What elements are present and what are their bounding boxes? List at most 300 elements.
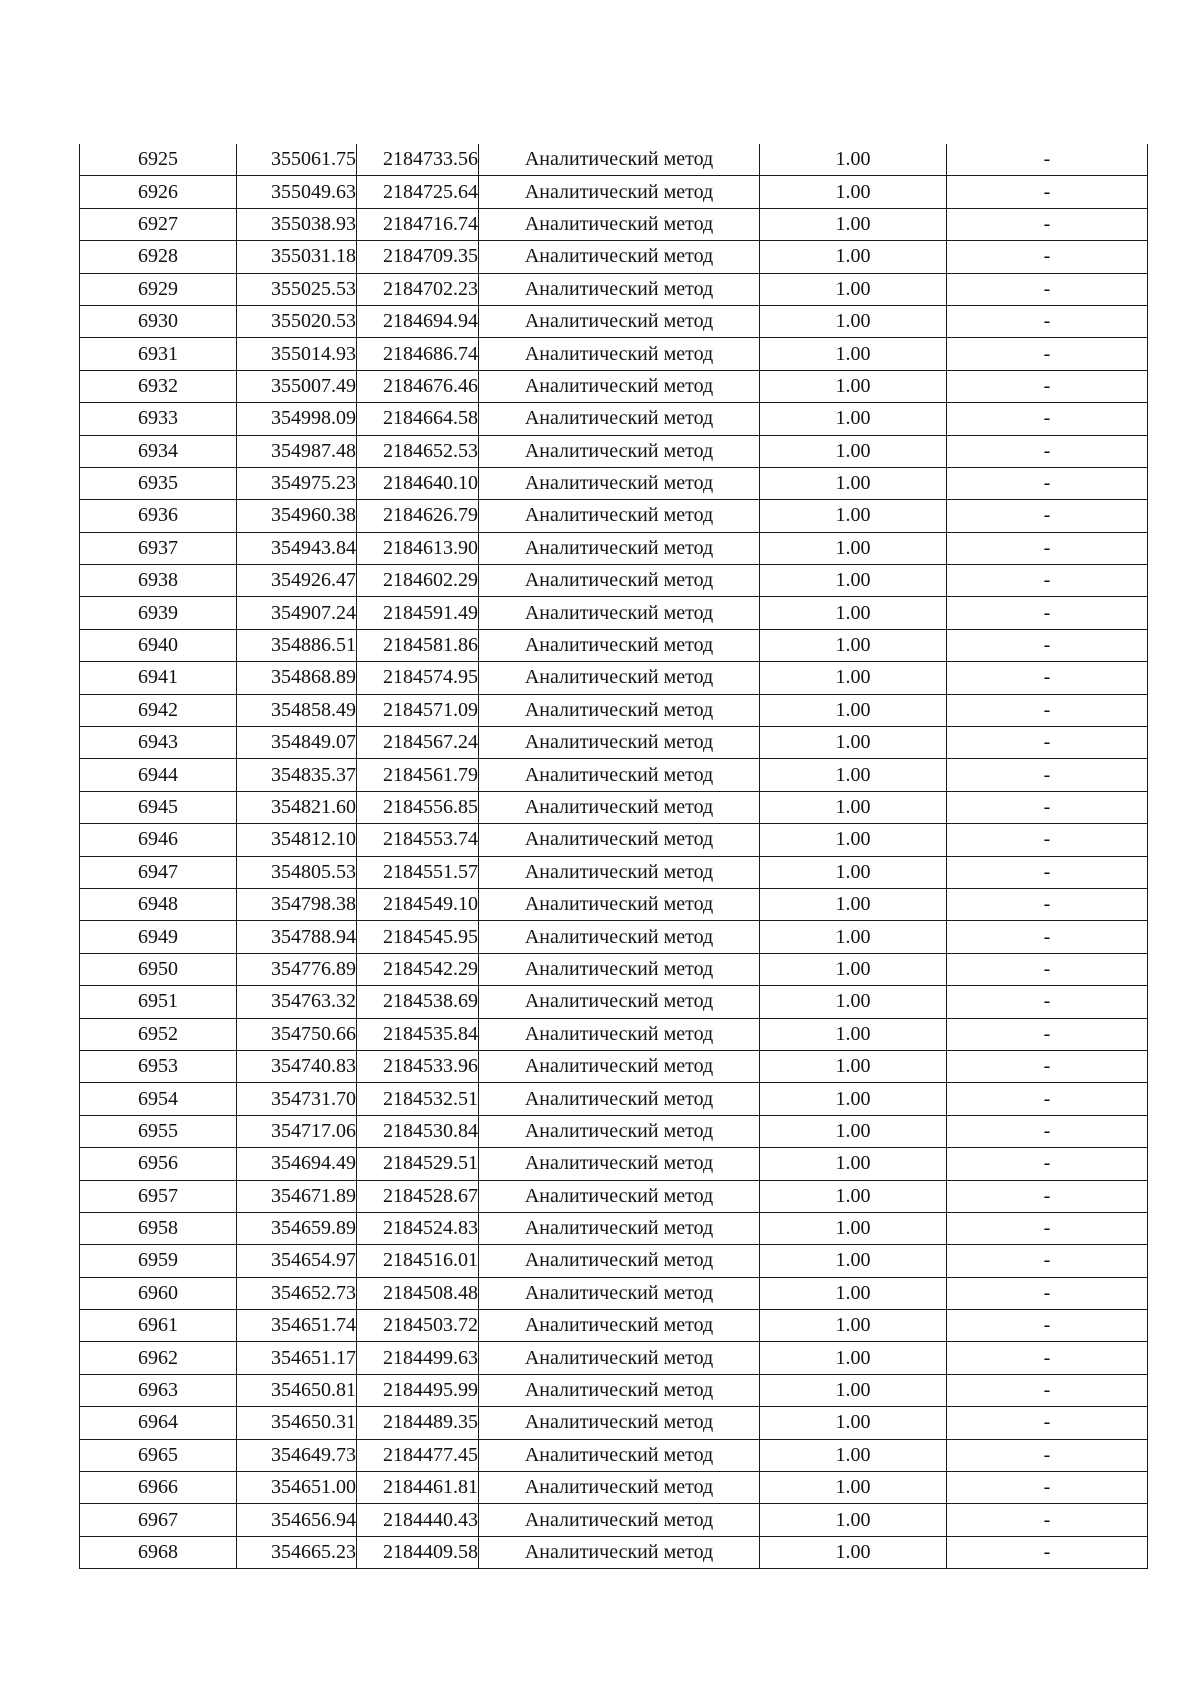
x-coordinate-cell: 354740.83 xyxy=(237,1050,357,1082)
table-row xyxy=(80,467,1148,499)
point-number-cell: 6945 xyxy=(80,791,237,823)
y-coordinate-cell: 2184640.10 xyxy=(357,467,479,499)
x-coordinate-cell: 354998.09 xyxy=(237,403,357,435)
table-row xyxy=(80,1050,1148,1082)
point-number-cell: 6948 xyxy=(80,888,237,920)
x-coordinate-cell: 354805.53 xyxy=(237,856,357,888)
y-coordinate-cell: 2184686.74 xyxy=(357,338,479,370)
precision-cell: 1.00 xyxy=(760,435,947,467)
method-cell: Аналитический метод xyxy=(479,1212,760,1244)
x-coordinate-cell: 354649.73 xyxy=(237,1439,357,1471)
point-number-cell: 6947 xyxy=(80,856,237,888)
note-cell: - xyxy=(947,176,1148,208)
table-row xyxy=(80,597,1148,629)
x-coordinate-cell: 354731.70 xyxy=(237,1083,357,1115)
x-coordinate-cell: 354776.89 xyxy=(237,953,357,985)
point-number-cell: 6925 xyxy=(80,144,237,176)
note-cell: - xyxy=(947,241,1148,273)
method-cell: Аналитический метод xyxy=(479,435,760,467)
table-row xyxy=(80,1472,1148,1504)
x-coordinate-cell: 354943.84 xyxy=(237,532,357,564)
table-row xyxy=(80,1536,1148,1568)
y-coordinate-cell: 2184561.79 xyxy=(357,759,479,791)
table-row xyxy=(80,370,1148,402)
point-number-cell: 6943 xyxy=(80,727,237,759)
y-coordinate-cell: 2184532.51 xyxy=(357,1083,479,1115)
point-number-cell: 6961 xyxy=(80,1310,237,1342)
note-cell: - xyxy=(947,856,1148,888)
note-cell: - xyxy=(947,921,1148,953)
y-coordinate-cell: 2184495.99 xyxy=(357,1374,479,1406)
y-coordinate-cell: 2184508.48 xyxy=(357,1277,479,1309)
method-cell: Аналитический метод xyxy=(479,305,760,337)
y-coordinate-cell: 2184461.81 xyxy=(357,1472,479,1504)
y-coordinate-cell: 2184676.46 xyxy=(357,370,479,402)
note-cell: - xyxy=(947,370,1148,402)
precision-cell: 1.00 xyxy=(760,953,947,985)
note-cell: - xyxy=(947,791,1148,823)
precision-cell: 1.00 xyxy=(760,1407,947,1439)
point-number-cell: 6930 xyxy=(80,305,237,337)
note-cell: - xyxy=(947,1018,1148,1050)
table-row xyxy=(80,1439,1148,1471)
table-row xyxy=(80,1115,1148,1147)
table-row xyxy=(80,305,1148,337)
y-coordinate-cell: 2184694.94 xyxy=(357,305,479,337)
point-number-cell: 6946 xyxy=(80,824,237,856)
y-coordinate-cell: 2184499.63 xyxy=(357,1342,479,1374)
y-coordinate-cell: 2184725.64 xyxy=(357,176,479,208)
method-cell: Аналитический метод xyxy=(479,208,760,240)
x-coordinate-cell: 354960.38 xyxy=(237,500,357,532)
point-number-cell: 6928 xyxy=(80,241,237,273)
x-coordinate-cell: 355031.18 xyxy=(237,241,357,273)
precision-cell: 1.00 xyxy=(760,791,947,823)
method-cell: Аналитический метод xyxy=(479,1407,760,1439)
precision-cell: 1.00 xyxy=(760,1018,947,1050)
method-cell: Аналитический метод xyxy=(479,1374,760,1406)
note-cell: - xyxy=(947,1439,1148,1471)
x-coordinate-cell: 354821.60 xyxy=(237,791,357,823)
note-cell: - xyxy=(947,1472,1148,1504)
table-row xyxy=(80,888,1148,920)
point-number-cell: 6938 xyxy=(80,565,237,597)
precision-cell: 1.00 xyxy=(760,629,947,661)
method-cell: Аналитический метод xyxy=(479,953,760,985)
method-cell: Аналитический метод xyxy=(479,1245,760,1277)
note-cell: - xyxy=(947,1148,1148,1180)
point-number-cell: 6929 xyxy=(80,273,237,305)
point-number-cell: 6937 xyxy=(80,532,237,564)
method-cell: Аналитический метод xyxy=(479,1536,760,1568)
note-cell: - xyxy=(947,694,1148,726)
precision-cell: 1.00 xyxy=(760,1115,947,1147)
method-cell: Аналитический метод xyxy=(479,176,760,208)
precision-cell: 1.00 xyxy=(760,532,947,564)
y-coordinate-cell: 2184533.96 xyxy=(357,1050,479,1082)
note-cell: - xyxy=(947,144,1148,176)
note-cell: - xyxy=(947,1245,1148,1277)
precision-cell: 1.00 xyxy=(760,597,947,629)
method-cell: Аналитический метод xyxy=(479,759,760,791)
point-number-cell: 6966 xyxy=(80,1472,237,1504)
table-row xyxy=(80,856,1148,888)
y-coordinate-cell: 2184591.49 xyxy=(357,597,479,629)
note-cell: - xyxy=(947,500,1148,532)
note-cell: - xyxy=(947,1180,1148,1212)
y-coordinate-cell: 2184440.43 xyxy=(357,1504,479,1536)
table-row xyxy=(80,1407,1148,1439)
precision-cell: 1.00 xyxy=(760,1277,947,1309)
x-coordinate-cell: 354654.97 xyxy=(237,1245,357,1277)
x-coordinate-cell: 355020.53 xyxy=(237,305,357,337)
table-row xyxy=(80,662,1148,694)
note-cell: - xyxy=(947,1504,1148,1536)
x-coordinate-cell: 355025.53 xyxy=(237,273,357,305)
x-coordinate-cell: 355061.75 xyxy=(237,144,357,176)
note-cell: - xyxy=(947,662,1148,694)
precision-cell: 1.00 xyxy=(760,1083,947,1115)
note-cell: - xyxy=(947,629,1148,661)
point-number-cell: 6940 xyxy=(80,629,237,661)
y-coordinate-cell: 2184538.69 xyxy=(357,986,479,1018)
precision-cell: 1.00 xyxy=(760,1212,947,1244)
table-row xyxy=(80,629,1148,661)
y-coordinate-cell: 2184549.10 xyxy=(357,888,479,920)
method-cell: Аналитический метод xyxy=(479,467,760,499)
note-cell: - xyxy=(947,759,1148,791)
method-cell: Аналитический метод xyxy=(479,370,760,402)
note-cell: - xyxy=(947,1050,1148,1082)
table-row xyxy=(80,921,1148,953)
point-number-cell: 6952 xyxy=(80,1018,237,1050)
y-coordinate-cell: 2184567.24 xyxy=(357,727,479,759)
note-cell: - xyxy=(947,1083,1148,1115)
table-row xyxy=(80,241,1148,273)
method-cell: Аналитический метод xyxy=(479,662,760,694)
x-coordinate-cell: 354659.89 xyxy=(237,1212,357,1244)
note-cell: - xyxy=(947,403,1148,435)
method-cell: Аналитический метод xyxy=(479,888,760,920)
precision-cell: 1.00 xyxy=(760,1342,947,1374)
x-coordinate-cell: 354665.23 xyxy=(237,1536,357,1568)
note-cell: - xyxy=(947,1536,1148,1568)
x-coordinate-cell: 354858.49 xyxy=(237,694,357,726)
x-coordinate-cell: 354651.74 xyxy=(237,1310,357,1342)
point-number-cell: 6965 xyxy=(80,1439,237,1471)
method-cell: Аналитический метод xyxy=(479,986,760,1018)
point-number-cell: 6955 xyxy=(80,1115,237,1147)
method-cell: Аналитический метод xyxy=(479,565,760,597)
precision-cell: 1.00 xyxy=(760,500,947,532)
method-cell: Аналитический метод xyxy=(479,921,760,953)
precision-cell: 1.00 xyxy=(760,467,947,499)
method-cell: Аналитический метод xyxy=(479,791,760,823)
point-number-cell: 6954 xyxy=(80,1083,237,1115)
table-row xyxy=(80,532,1148,564)
x-coordinate-cell: 355038.93 xyxy=(237,208,357,240)
coordinates-table xyxy=(79,144,1148,1569)
x-coordinate-cell: 355014.93 xyxy=(237,338,357,370)
table-row xyxy=(80,403,1148,435)
x-coordinate-cell: 354835.37 xyxy=(237,759,357,791)
x-coordinate-cell: 354750.66 xyxy=(237,1018,357,1050)
method-cell: Аналитический метод xyxy=(479,597,760,629)
method-cell: Аналитический метод xyxy=(479,1115,760,1147)
x-coordinate-cell: 354763.32 xyxy=(237,986,357,1018)
table-row xyxy=(80,1374,1148,1406)
table-row xyxy=(80,824,1148,856)
note-cell: - xyxy=(947,986,1148,1018)
method-cell: Аналитический метод xyxy=(479,500,760,532)
precision-cell: 1.00 xyxy=(760,1472,947,1504)
y-coordinate-cell: 2184477.45 xyxy=(357,1439,479,1471)
method-cell: Аналитический метод xyxy=(479,532,760,564)
method-cell: Аналитический метод xyxy=(479,629,760,661)
note-cell: - xyxy=(947,1310,1148,1342)
point-number-cell: 6958 xyxy=(80,1212,237,1244)
note-cell: - xyxy=(947,273,1148,305)
precision-cell: 1.00 xyxy=(760,241,947,273)
x-coordinate-cell: 354650.31 xyxy=(237,1407,357,1439)
point-number-cell: 6960 xyxy=(80,1277,237,1309)
y-coordinate-cell: 2184553.74 xyxy=(357,824,479,856)
note-cell: - xyxy=(947,565,1148,597)
table-row xyxy=(80,727,1148,759)
table-row xyxy=(80,791,1148,823)
y-coordinate-cell: 2184530.84 xyxy=(357,1115,479,1147)
x-coordinate-cell: 354798.38 xyxy=(237,888,357,920)
point-number-cell: 6931 xyxy=(80,338,237,370)
precision-cell: 1.00 xyxy=(760,921,947,953)
x-coordinate-cell: 355049.63 xyxy=(237,176,357,208)
method-cell: Аналитический метод xyxy=(479,1342,760,1374)
note-cell: - xyxy=(947,824,1148,856)
precision-cell: 1.00 xyxy=(760,144,947,176)
precision-cell: 1.00 xyxy=(760,403,947,435)
precision-cell: 1.00 xyxy=(760,565,947,597)
x-coordinate-cell: 354868.89 xyxy=(237,662,357,694)
y-coordinate-cell: 2184556.85 xyxy=(357,791,479,823)
x-coordinate-cell: 354650.81 xyxy=(237,1374,357,1406)
y-coordinate-cell: 2184613.90 xyxy=(357,532,479,564)
y-coordinate-cell: 2184551.57 xyxy=(357,856,479,888)
table-row xyxy=(80,1310,1148,1342)
note-cell: - xyxy=(947,467,1148,499)
point-number-cell: 6926 xyxy=(80,176,237,208)
table-row xyxy=(80,435,1148,467)
precision-cell: 1.00 xyxy=(760,208,947,240)
point-number-cell: 6941 xyxy=(80,662,237,694)
precision-cell: 1.00 xyxy=(760,888,947,920)
y-coordinate-cell: 2184574.95 xyxy=(357,662,479,694)
table-row xyxy=(80,986,1148,1018)
coordinates-table-body xyxy=(80,144,1148,1569)
point-number-cell: 6957 xyxy=(80,1180,237,1212)
y-coordinate-cell: 2184528.67 xyxy=(357,1180,479,1212)
precision-cell: 1.00 xyxy=(760,1148,947,1180)
method-cell: Аналитический метод xyxy=(479,1504,760,1536)
y-coordinate-cell: 2184602.29 xyxy=(357,565,479,597)
note-cell: - xyxy=(947,1212,1148,1244)
x-coordinate-cell: 354849.07 xyxy=(237,727,357,759)
x-coordinate-cell: 354651.00 xyxy=(237,1472,357,1504)
table-row xyxy=(80,1504,1148,1536)
table-row xyxy=(80,144,1148,176)
note-cell: - xyxy=(947,888,1148,920)
point-number-cell: 6934 xyxy=(80,435,237,467)
method-cell: Аналитический метод xyxy=(479,1472,760,1504)
y-coordinate-cell: 2184716.74 xyxy=(357,208,479,240)
table-row xyxy=(80,1018,1148,1050)
method-cell: Аналитический метод xyxy=(479,1180,760,1212)
method-cell: Аналитический метод xyxy=(479,694,760,726)
method-cell: Аналитический метод xyxy=(479,1310,760,1342)
precision-cell: 1.00 xyxy=(760,1536,947,1568)
table-row xyxy=(80,1212,1148,1244)
y-coordinate-cell: 2184652.53 xyxy=(357,435,479,467)
precision-cell: 1.00 xyxy=(760,856,947,888)
precision-cell: 1.00 xyxy=(760,305,947,337)
precision-cell: 1.00 xyxy=(760,1050,947,1082)
precision-cell: 1.00 xyxy=(760,662,947,694)
method-cell: Аналитический метод xyxy=(479,1050,760,1082)
x-coordinate-cell: 354656.94 xyxy=(237,1504,357,1536)
precision-cell: 1.00 xyxy=(760,759,947,791)
method-cell: Аналитический метод xyxy=(479,1083,760,1115)
table-row xyxy=(80,1148,1148,1180)
table-row xyxy=(80,1245,1148,1277)
precision-cell: 1.00 xyxy=(760,1310,947,1342)
table-row xyxy=(80,1277,1148,1309)
point-number-cell: 6932 xyxy=(80,370,237,402)
method-cell: Аналитический метод xyxy=(479,403,760,435)
point-number-cell: 6968 xyxy=(80,1536,237,1568)
table-row xyxy=(80,338,1148,370)
y-coordinate-cell: 2184503.72 xyxy=(357,1310,479,1342)
note-cell: - xyxy=(947,338,1148,370)
x-coordinate-cell: 354671.89 xyxy=(237,1180,357,1212)
point-number-cell: 6951 xyxy=(80,986,237,1018)
note-cell: - xyxy=(947,1407,1148,1439)
precision-cell: 1.00 xyxy=(760,1180,947,1212)
x-coordinate-cell: 354694.49 xyxy=(237,1148,357,1180)
point-number-cell: 6956 xyxy=(80,1148,237,1180)
method-cell: Аналитический метод xyxy=(479,273,760,305)
precision-cell: 1.00 xyxy=(760,824,947,856)
note-cell: - xyxy=(947,597,1148,629)
point-number-cell: 6942 xyxy=(80,694,237,726)
precision-cell: 1.00 xyxy=(760,273,947,305)
table-row xyxy=(80,565,1148,597)
y-coordinate-cell: 2184702.23 xyxy=(357,273,479,305)
method-cell: Аналитический метод xyxy=(479,824,760,856)
point-number-cell: 6927 xyxy=(80,208,237,240)
y-coordinate-cell: 2184535.84 xyxy=(357,1018,479,1050)
y-coordinate-cell: 2184529.51 xyxy=(357,1148,479,1180)
note-cell: - xyxy=(947,1115,1148,1147)
precision-cell: 1.00 xyxy=(760,1504,947,1536)
y-coordinate-cell: 2184626.79 xyxy=(357,500,479,532)
table-row xyxy=(80,208,1148,240)
point-number-cell: 6935 xyxy=(80,467,237,499)
point-number-cell: 6949 xyxy=(80,921,237,953)
point-number-cell: 6944 xyxy=(80,759,237,791)
point-number-cell: 6950 xyxy=(80,953,237,985)
point-number-cell: 6953 xyxy=(80,1050,237,1082)
point-number-cell: 6962 xyxy=(80,1342,237,1374)
x-coordinate-cell: 354926.47 xyxy=(237,565,357,597)
precision-cell: 1.00 xyxy=(760,986,947,1018)
point-number-cell: 6959 xyxy=(80,1245,237,1277)
table-row xyxy=(80,273,1148,305)
note-cell: - xyxy=(947,1374,1148,1406)
y-coordinate-cell: 2184733.56 xyxy=(357,144,479,176)
x-coordinate-cell: 354652.73 xyxy=(237,1277,357,1309)
x-coordinate-cell: 354907.24 xyxy=(237,597,357,629)
precision-cell: 1.00 xyxy=(760,694,947,726)
x-coordinate-cell: 354717.06 xyxy=(237,1115,357,1147)
table-row xyxy=(80,176,1148,208)
note-cell: - xyxy=(947,435,1148,467)
precision-cell: 1.00 xyxy=(760,338,947,370)
x-coordinate-cell: 354812.10 xyxy=(237,824,357,856)
method-cell: Аналитический метод xyxy=(479,727,760,759)
note-cell: - xyxy=(947,727,1148,759)
x-coordinate-cell: 354651.17 xyxy=(237,1342,357,1374)
y-coordinate-cell: 2184409.58 xyxy=(357,1536,479,1568)
note-cell: - xyxy=(947,305,1148,337)
precision-cell: 1.00 xyxy=(760,1374,947,1406)
point-number-cell: 6967 xyxy=(80,1504,237,1536)
table-row xyxy=(80,694,1148,726)
note-cell: - xyxy=(947,532,1148,564)
y-coordinate-cell: 2184516.01 xyxy=(357,1245,479,1277)
method-cell: Аналитический метод xyxy=(479,1439,760,1471)
precision-cell: 1.00 xyxy=(760,727,947,759)
x-coordinate-cell: 354987.48 xyxy=(237,435,357,467)
method-cell: Аналитический метод xyxy=(479,1148,760,1180)
point-number-cell: 6939 xyxy=(80,597,237,629)
x-coordinate-cell: 355007.49 xyxy=(237,370,357,402)
method-cell: Аналитический метод xyxy=(479,1018,760,1050)
method-cell: Аналитический метод xyxy=(479,338,760,370)
x-coordinate-cell: 354975.23 xyxy=(237,467,357,499)
table-row xyxy=(80,500,1148,532)
note-cell: - xyxy=(947,953,1148,985)
table-row xyxy=(80,1180,1148,1212)
point-number-cell: 6963 xyxy=(80,1374,237,1406)
method-cell: Аналитический метод xyxy=(479,144,760,176)
point-number-cell: 6964 xyxy=(80,1407,237,1439)
table-row xyxy=(80,953,1148,985)
y-coordinate-cell: 2184489.35 xyxy=(357,1407,479,1439)
precision-cell: 1.00 xyxy=(760,1245,947,1277)
y-coordinate-cell: 2184709.35 xyxy=(357,241,479,273)
point-number-cell: 6933 xyxy=(80,403,237,435)
method-cell: Аналитический метод xyxy=(479,1277,760,1309)
method-cell: Аналитический метод xyxy=(479,241,760,273)
y-coordinate-cell: 2184524.83 xyxy=(357,1212,479,1244)
precision-cell: 1.00 xyxy=(760,1439,947,1471)
precision-cell: 1.00 xyxy=(760,176,947,208)
precision-cell: 1.00 xyxy=(760,370,947,402)
y-coordinate-cell: 2184664.58 xyxy=(357,403,479,435)
y-coordinate-cell: 2184571.09 xyxy=(357,694,479,726)
table-row xyxy=(80,1083,1148,1115)
table-row xyxy=(80,759,1148,791)
x-coordinate-cell: 354788.94 xyxy=(237,921,357,953)
